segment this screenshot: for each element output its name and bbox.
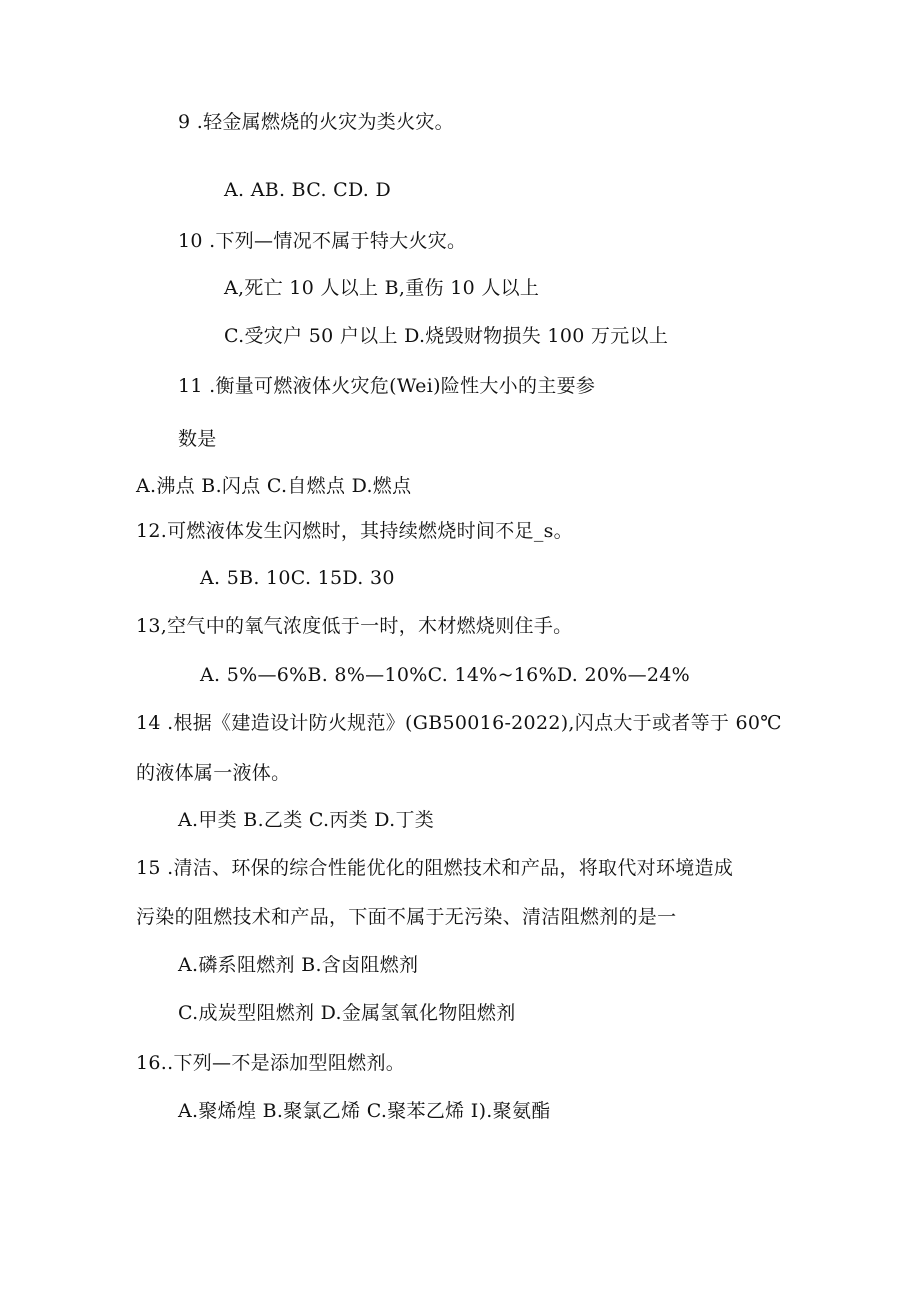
question-16: 16..下列—不是添加型阻燃剂。 (136, 1052, 406, 1074)
question-9: 9 .轻金属燃烧的火灾为类火灾。 (178, 111, 454, 133)
question-11-options: A.沸点 B.闪点 C.自燃点 D.燃点 (136, 475, 412, 497)
question-10-options-ab: A,死亡 10 人以上 B,重伤 10 人以上 (224, 277, 540, 299)
question-15-options-cd: C.成炭型阻燃剂 D.金属氢氧化物阻燃剂 (178, 1002, 516, 1024)
question-15-continued: 污染的阻燃技术和产品，下面不属于无污染、清洁阻燃剂的是一 (136, 906, 677, 928)
question-10: 10 .下列—情况不属于特大火灾。 (178, 230, 467, 252)
question-13: 13,空气中的氧气浓度低于一时，木材燃烧则住手。 (136, 615, 573, 637)
question-11-continued: 数是 (178, 428, 217, 450)
question-10-options-cd: C.受灾户 50 户以上 D.烧毁财物损失 100 万元以上 (224, 325, 669, 347)
question-16-options: A.聚烯煌 B.聚氯乙烯 C.聚苯乙烯 I).聚氨酯 (178, 1100, 551, 1122)
question-14-options: A.甲类 B.乙类 C.丙类 D.丁类 (178, 809, 435, 831)
question-13-options: A. 5%—6%B. 8%—10%C. 14%~16%D. 20%—24% (200, 664, 691, 686)
question-15: 15 .清洁、环保的综合性能优化的阻燃技术和产品，将取代对环境造成 (136, 857, 734, 879)
question-11: 11 .衡量可燃液体火灾危(Wei)险性大小的主要参 (178, 375, 596, 397)
question-14: 14 .根据《建造设计防火规范》(GB50016-2022),闪点大于或者等于 60℃ (136, 712, 782, 734)
question-12: 12.可燃液体发生闪燃时，其持续燃烧时间不足_s。 (136, 520, 573, 542)
question-15-options-ab: A.磷系阻燃剂 B.含卤阻燃剂 (178, 954, 419, 976)
question-14-continued: 的液体属一液体。 (136, 762, 291, 784)
question-12-options: A. 5B. 10C. 15D. 30 (200, 567, 395, 589)
question-9-options: A. AB. BC. CD. D (224, 179, 392, 201)
